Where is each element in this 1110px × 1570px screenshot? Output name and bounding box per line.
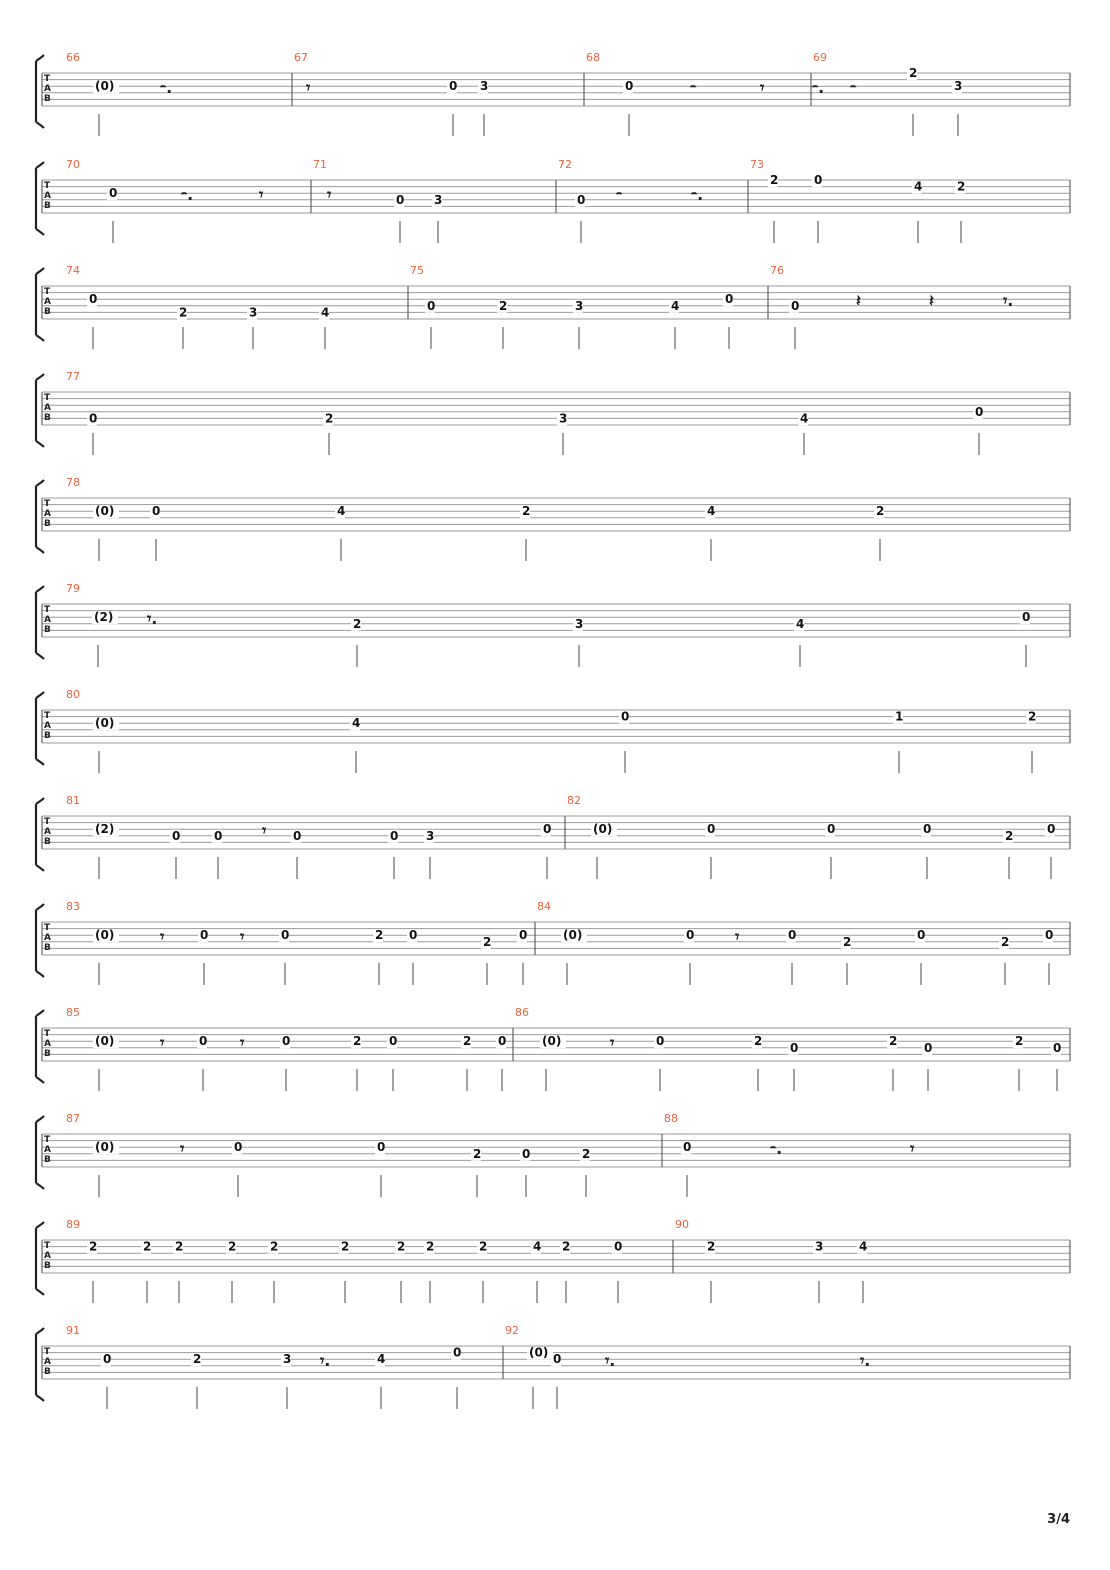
system-bracket — [36, 1010, 44, 1083]
fret-number: 0 — [453, 1345, 462, 1360]
tab-clef-letter: T — [44, 393, 51, 403]
rest-symbol: 𝄾. — [605, 1351, 616, 1370]
fret-number: 2 — [957, 179, 966, 194]
fret-number: 2 — [1005, 828, 1014, 843]
fret-number: 0 — [683, 1140, 692, 1155]
tab-clef-letter: T — [44, 287, 51, 297]
measure-number: 69 — [813, 51, 827, 64]
measure-number: 73 — [750, 158, 764, 171]
rest-symbol: 𝄾 — [760, 78, 765, 97]
fret-number: 0 — [377, 1140, 386, 1155]
tab-clef-letter: A — [44, 84, 51, 94]
fret-number: 0 — [791, 298, 800, 313]
fret-number: 0 — [917, 928, 926, 943]
fret-number: 2 — [353, 616, 362, 631]
tab-clef-letter: A — [44, 827, 51, 837]
fret-number: 2 — [270, 1239, 279, 1254]
measure-number: 88 — [664, 1112, 678, 1125]
fret-number: 0 — [656, 1034, 665, 1049]
fret-number: 0 — [89, 292, 98, 307]
fret-number: 2 — [707, 1239, 716, 1254]
system-bracket — [36, 480, 44, 553]
system-bracket — [36, 268, 44, 341]
fret-number: 0 — [103, 1352, 112, 1367]
fret-number: (0) — [95, 1140, 115, 1155]
system-bracket — [36, 1328, 44, 1401]
rest-symbol: 𝄾. — [147, 609, 158, 628]
measure-number: 76 — [770, 264, 784, 277]
rest-symbol: 𝄾 — [262, 821, 267, 840]
fret-number: 0 — [553, 1352, 562, 1367]
fret-number: 2 — [179, 305, 188, 320]
fret-number: 0 — [282, 1034, 291, 1049]
measure-number: 92 — [505, 1324, 519, 1337]
fret-number: 1 — [895, 709, 904, 724]
fret-number: 2 — [228, 1239, 237, 1254]
tab-clef-letter: B — [44, 1367, 51, 1377]
rest-symbol: 𝄽 — [856, 291, 861, 310]
fret-number: 0 — [725, 292, 734, 307]
fret-number: 0 — [614, 1239, 623, 1254]
measure-number: 67 — [294, 51, 308, 64]
tab-clef-letter: A — [44, 1145, 51, 1155]
fret-number: 0 — [389, 1034, 398, 1049]
fret-number: 4 — [321, 305, 330, 320]
tab-clef-letter: A — [44, 721, 51, 731]
fret-number: 4 — [337, 504, 346, 519]
fret-number: 2 — [562, 1239, 571, 1254]
system-bracket — [36, 1222, 44, 1295]
fret-number: 0 — [396, 192, 405, 207]
measure-number: 91 — [66, 1324, 80, 1337]
fret-number: 3 — [480, 79, 489, 94]
fret-number: 4 — [859, 1239, 868, 1254]
tab-clef-letter: T — [44, 1135, 51, 1145]
fret-number: 4 — [533, 1239, 542, 1254]
fret-number: 2 — [1028, 709, 1037, 724]
rest-symbol: 𝄾 — [160, 927, 165, 946]
tab-clef-letter: A — [44, 1357, 51, 1367]
measure-number: 89 — [66, 1218, 80, 1231]
rest-symbol: 𝄼 — [616, 185, 623, 204]
fret-number: 3 — [559, 411, 568, 426]
measure-number: 83 — [66, 900, 80, 913]
fret-number: 0 — [924, 1040, 933, 1055]
rest-symbol: 𝄽 — [929, 291, 934, 310]
fret-number: 2 — [89, 1239, 98, 1254]
fret-number: 0 — [577, 192, 586, 207]
tab-clef-letter: B — [44, 1049, 51, 1059]
fret-number: 2 — [843, 934, 852, 949]
fret-number: 2 — [889, 1034, 898, 1049]
measure-number: 86 — [515, 1006, 529, 1019]
system-bracket — [36, 692, 44, 765]
measure-number: 79 — [66, 582, 80, 595]
fret-number: (0) — [95, 928, 115, 943]
measure-number: 87 — [66, 1112, 80, 1125]
fret-number: 0 — [975, 404, 984, 419]
measure-number: 78 — [66, 476, 80, 489]
fret-number: 0 — [625, 79, 634, 94]
rest-symbol: 𝄾 — [259, 185, 264, 204]
fret-number: (0) — [95, 1034, 115, 1049]
fret-number: 0 — [293, 828, 302, 843]
fret-number: 2 — [426, 1239, 435, 1254]
rest-symbol: 𝄼. — [160, 78, 173, 97]
fret-number: 0 — [827, 822, 836, 837]
tab-clef-letter: B — [44, 731, 51, 741]
measure-number: 80 — [66, 688, 80, 701]
tab-clef-letter: T — [44, 181, 51, 191]
system-bracket — [36, 55, 44, 128]
fret-number: 0 — [281, 928, 290, 943]
fret-number: 3 — [575, 298, 584, 313]
tab-clef-letter: A — [44, 191, 51, 201]
system-bracket — [36, 798, 44, 871]
fret-number: 0 — [923, 822, 932, 837]
tab-clef-letter: B — [44, 413, 51, 423]
measure-number: 75 — [410, 264, 424, 277]
fret-number: 3 — [426, 828, 435, 843]
fret-number: 0 — [152, 504, 161, 519]
fret-number: 0 — [449, 79, 458, 94]
rest-symbol: 𝄾 — [306, 78, 311, 97]
fret-number: 2 — [463, 1034, 472, 1049]
fret-number: 0 — [522, 1146, 531, 1161]
measure-number: 90 — [675, 1218, 689, 1231]
rest-symbol: 𝄾 — [240, 1033, 245, 1052]
fret-number: 2 — [770, 173, 779, 187]
rest-symbol: 𝄾 — [910, 1139, 915, 1158]
measure-number: 68 — [586, 51, 600, 64]
measure-number: 66 — [66, 51, 80, 64]
fret-number: 2 — [375, 928, 384, 943]
fret-number: 4 — [671, 298, 680, 313]
fret-number: (0) — [542, 1034, 562, 1049]
system-bracket — [36, 374, 44, 447]
tab-clef-letter: T — [44, 74, 51, 84]
fret-number: 3 — [249, 305, 258, 320]
tab-clef-letter: B — [44, 94, 51, 104]
fret-number: 0 — [1022, 610, 1031, 625]
fret-number: 0 — [788, 928, 797, 943]
tab-clef-letter: T — [44, 499, 51, 509]
system-bracket — [36, 904, 44, 977]
tab-clef-letter: T — [44, 923, 51, 933]
fret-number: 2 — [582, 1146, 591, 1161]
system-bracket — [36, 1116, 44, 1189]
fret-number: 3 — [283, 1352, 292, 1367]
fret-number: 4 — [796, 616, 805, 631]
fret-number: (0) — [563, 928, 583, 943]
tab-clef-letter: T — [44, 711, 51, 721]
fret-number: 4 — [377, 1352, 386, 1367]
fret-number: 2 — [193, 1352, 202, 1367]
fret-number: 3 — [815, 1239, 824, 1254]
rest-symbol: 𝄼 — [690, 78, 697, 97]
fret-number: 0 — [519, 928, 528, 943]
measure-number: 70 — [66, 158, 80, 171]
fret-number: 4 — [707, 504, 716, 519]
measure-number: 74 — [66, 264, 80, 277]
tab-clef-letter: B — [44, 625, 51, 635]
fret-number: (0) — [95, 504, 115, 519]
rest-symbol: 𝄾 — [160, 1033, 165, 1052]
fret-number: 0 — [234, 1140, 243, 1155]
fret-number: 3 — [954, 79, 963, 94]
rest-symbol: 𝄾 — [240, 927, 245, 946]
fret-number: 3 — [575, 616, 584, 631]
tab-clef-letter: A — [44, 403, 51, 413]
tab-clef-letter: B — [44, 943, 51, 953]
fret-number: (0) — [529, 1345, 549, 1360]
fret-number: 0 — [200, 928, 209, 943]
fret-number: 0 — [707, 822, 716, 837]
fret-number: 3 — [434, 192, 443, 207]
rest-symbol: 𝄾. — [320, 1351, 331, 1370]
rest-symbol: 𝄼. — [691, 185, 704, 204]
fret-number: 0 — [686, 928, 695, 943]
fret-number: 0 — [199, 1034, 208, 1049]
fret-number: 2 — [876, 504, 885, 519]
rest-symbol: 𝄾. — [1003, 291, 1014, 310]
tab-clef-letter: A — [44, 509, 51, 519]
tab-clef-letter: A — [44, 615, 51, 625]
tab-clef-letter: T — [44, 1029, 51, 1039]
fret-number: 0 — [1045, 928, 1054, 943]
fret-number: (0) — [593, 822, 613, 837]
tab-clef-letter: T — [44, 817, 51, 827]
measure-number: 81 — [66, 794, 80, 807]
fret-number: 2 — [341, 1239, 350, 1254]
tab-clef-letter: T — [44, 1347, 51, 1357]
fret-number: 0 — [790, 1040, 799, 1055]
fret-number: 0 — [214, 828, 223, 843]
rest-symbol: 𝄼 — [850, 78, 857, 97]
fret-number: 2 — [473, 1146, 482, 1161]
page-number: 3/4 — [1047, 1512, 1070, 1527]
fret-number: 2 — [143, 1239, 152, 1254]
tab-clef-letter: T — [44, 605, 51, 615]
tab-clef-letter: B — [44, 201, 51, 211]
rest-symbol: 𝄾 — [327, 185, 332, 204]
fret-number: 0 — [1047, 822, 1056, 837]
fret-number: 2 — [175, 1239, 184, 1254]
system-bracket — [36, 162, 44, 235]
fret-number: 2 — [1001, 934, 1010, 949]
rest-symbol: 𝄼. — [181, 185, 194, 204]
fret-number: 0 — [89, 411, 98, 426]
fret-number: 0 — [427, 298, 436, 313]
rest-symbol: 𝄾. — [860, 1351, 871, 1370]
tab-clef-letter: A — [44, 297, 51, 307]
measure-number: 71 — [313, 158, 327, 171]
fret-number: 4 — [800, 411, 809, 426]
measure-number: 82 — [567, 794, 581, 807]
fret-number: 0 — [172, 828, 181, 843]
fret-number: 2 — [483, 934, 492, 949]
fret-number: 0 — [390, 828, 399, 843]
fret-number: 0 — [814, 173, 823, 187]
fret-number: (0) — [95, 716, 115, 731]
fret-number: 0 — [109, 186, 118, 201]
measure-number: 85 — [66, 1006, 80, 1019]
tab-clef-letter: B — [44, 1261, 51, 1271]
tab-clef-letter: A — [44, 933, 51, 943]
fret-number: 0 — [498, 1034, 507, 1049]
fret-number: 2 — [397, 1239, 406, 1254]
tab-clef-letter: B — [44, 1155, 51, 1165]
fret-number: 2 — [353, 1034, 362, 1049]
fret-number: 0 — [621, 709, 630, 724]
rest-symbol: 𝄾 — [180, 1139, 185, 1158]
fret-number: 4 — [352, 716, 361, 731]
fret-number: (2) — [95, 822, 115, 837]
fret-number: 2 — [1015, 1034, 1024, 1049]
tab-clef-letter: A — [44, 1039, 51, 1049]
fret-number: (0) — [95, 79, 115, 94]
measure-number: 72 — [558, 158, 572, 171]
tab-clef-letter: A — [44, 1251, 51, 1261]
rest-symbol: 𝄾 — [735, 927, 740, 946]
fret-number: 2 — [499, 298, 508, 313]
rest-symbol: 𝄼. — [770, 1139, 783, 1158]
rest-symbol: 𝄾 — [610, 1033, 615, 1052]
fret-number: 2 — [754, 1034, 763, 1049]
fret-number: (2) — [94, 610, 114, 625]
tab-clef-letter: B — [44, 837, 51, 847]
tab-clef-letter: T — [44, 1241, 51, 1251]
fret-number: 2 — [522, 504, 531, 519]
tab-clef-letter: B — [44, 519, 51, 529]
fret-number: 2 — [325, 411, 334, 426]
rest-symbol: 𝄼. — [812, 78, 825, 97]
fret-number: 2 — [479, 1239, 488, 1254]
fret-number: 0 — [543, 822, 552, 837]
measure-number: 77 — [66, 370, 80, 383]
fret-number: 0 — [409, 928, 418, 943]
fret-number: 4 — [914, 179, 923, 194]
fret-number: 2 — [909, 66, 918, 80]
measure-number: 84 — [537, 900, 551, 913]
fret-number: 0 — [1053, 1040, 1062, 1055]
system-bracket — [36, 586, 44, 659]
tab-clef-letter: B — [44, 307, 51, 317]
